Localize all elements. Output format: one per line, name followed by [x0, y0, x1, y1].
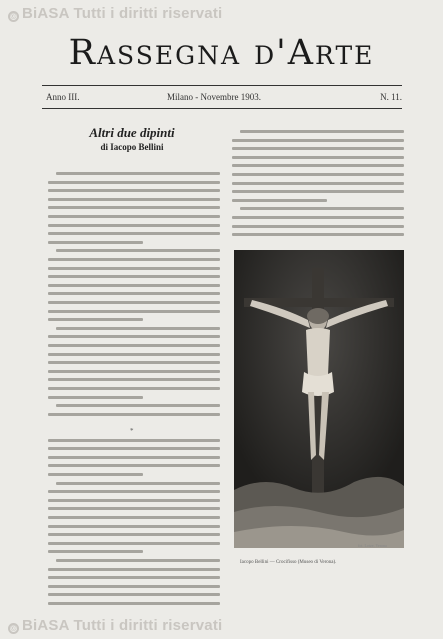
masthead-title: Rassegna d'Arte	[68, 33, 375, 73]
watermark-bottom	[8, 617, 222, 634]
header-rule-top	[42, 85, 402, 86]
text-line	[48, 447, 220, 450]
text-line	[232, 139, 404, 142]
header-rule-bottom	[42, 108, 402, 109]
section-divider: *	[130, 427, 134, 435]
text-line	[232, 199, 327, 202]
text-line	[56, 559, 220, 562]
article-subtitle: di Iacopo Bellini	[100, 142, 164, 152]
text-line	[48, 473, 143, 476]
text-line	[48, 507, 220, 510]
text-line	[232, 233, 404, 236]
text-line	[56, 404, 220, 407]
text-line	[48, 585, 220, 588]
text-line	[56, 482, 220, 485]
text-line	[56, 172, 220, 175]
crucifixion-figure	[234, 250, 404, 548]
issue-line	[42, 92, 402, 106]
text-line	[48, 258, 220, 261]
text-line	[48, 525, 220, 528]
text-line	[240, 207, 404, 210]
text-line	[232, 216, 404, 219]
text-line	[48, 301, 220, 304]
crucifixion-painting	[234, 250, 404, 548]
text-line	[48, 370, 220, 373]
text-line	[48, 344, 220, 347]
text-line	[48, 318, 143, 321]
text-line	[48, 267, 220, 270]
text-line	[232, 156, 404, 159]
text-line	[48, 241, 143, 244]
text-line	[232, 147, 404, 150]
copyright-icon: ©	[8, 623, 19, 634]
text-line	[48, 206, 220, 209]
text-line	[48, 292, 220, 295]
text-line	[48, 224, 220, 227]
text-line	[48, 284, 220, 287]
text-line	[48, 198, 220, 201]
text-line	[48, 490, 220, 493]
text-line	[48, 439, 220, 442]
issue-place-date: Milano - Novembre 1903.	[167, 92, 261, 102]
text-line	[232, 164, 404, 167]
text-line	[232, 190, 404, 193]
text-line	[48, 189, 220, 192]
photo-credit: fot. Lotze, Verona	[358, 543, 387, 548]
text-line	[48, 275, 220, 278]
text-line	[56, 249, 220, 252]
text-line	[48, 576, 220, 579]
text-line	[48, 215, 220, 218]
text-line	[48, 602, 220, 605]
figure-caption: Iacopo Bellini — Crocifisso (Museo di Verona).	[240, 560, 337, 565]
text-line	[232, 173, 404, 176]
text-line	[232, 182, 404, 185]
text-line	[48, 378, 220, 381]
watermark-top-text: BiASA Tutti i diritti riservati	[22, 5, 223, 22]
text-line	[48, 499, 220, 502]
text-line	[56, 327, 220, 330]
text-line	[48, 396, 143, 399]
text-line	[48, 335, 220, 338]
text-line	[48, 361, 220, 364]
text-line	[48, 456, 220, 459]
text-line	[48, 310, 220, 313]
text-line	[48, 542, 220, 545]
text-line	[48, 568, 220, 571]
text-line	[48, 464, 220, 467]
article-title: Altri due dipinti	[89, 125, 175, 140]
text-line	[48, 533, 220, 536]
text-line	[48, 232, 220, 235]
text-line	[48, 413, 220, 416]
text-line	[48, 593, 220, 596]
watermark-top	[8, 5, 222, 22]
text-line	[48, 181, 220, 184]
issue-volume: Anno III.	[46, 92, 80, 102]
text-line	[48, 387, 220, 390]
copyright-icon: ©	[8, 11, 19, 22]
text-line	[232, 225, 404, 228]
text-line	[48, 516, 220, 519]
watermark-bottom-text: BiASA Tutti i diritti riservati	[22, 617, 223, 634]
text-line	[48, 550, 143, 553]
text-line	[240, 130, 404, 133]
text-line	[48, 353, 220, 356]
issue-number: N. 11.	[380, 92, 402, 102]
